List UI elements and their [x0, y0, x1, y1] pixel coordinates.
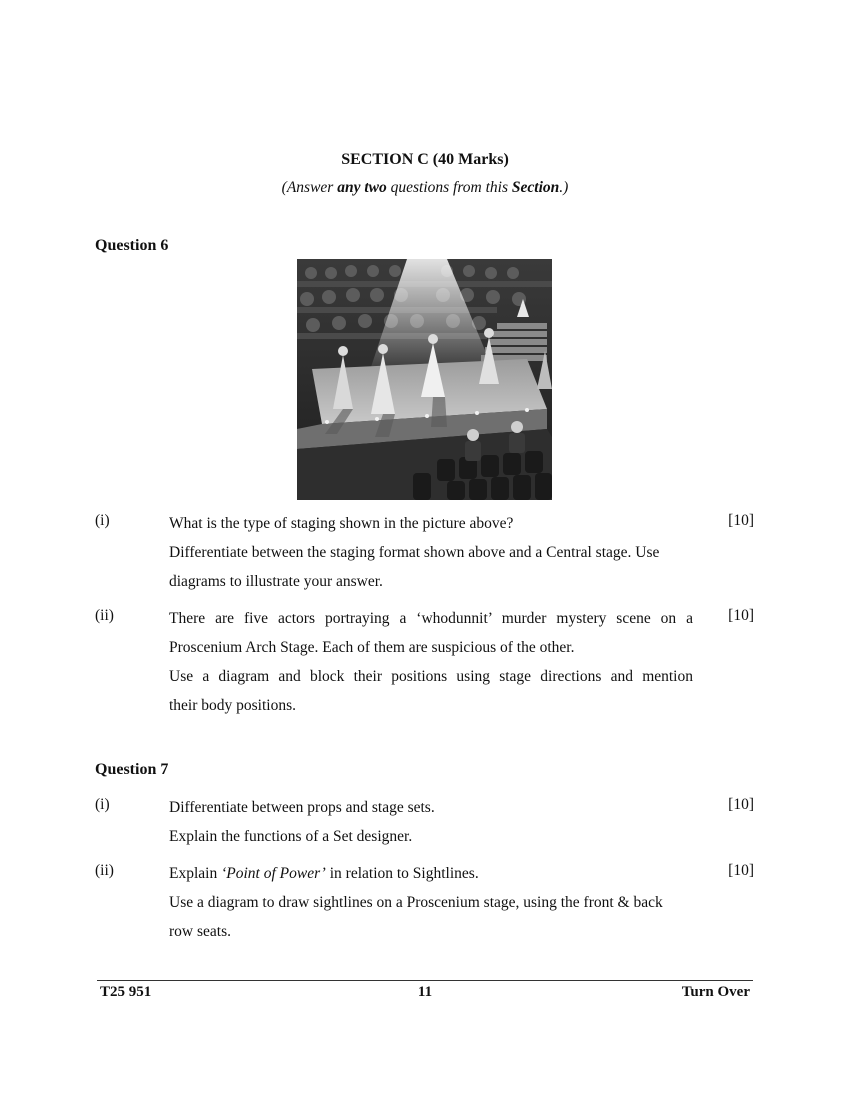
- q6-ii-marks: [10]: [728, 607, 754, 624]
- page-number: 11: [417, 984, 433, 1000]
- q6-i-number: (i): [95, 512, 110, 529]
- q6-ii-number: (ii): [95, 607, 114, 624]
- q7-ii-text: Explain ‘Point of Power’ in relation to Sightlines. Use a diagram to draw sightlines on a Proscenium stage, using the front & back row seats.: [169, 865, 663, 940]
- section-instruction: (Answer any two questions from this Section.): [281, 179, 569, 196]
- question-6-heading: Question 6: [95, 237, 169, 254]
- paper-code: T25 951: [100, 984, 152, 1000]
- turn-over-label: Turn Over: [681, 984, 750, 1000]
- q6-i-marks: [10]: [728, 512, 754, 529]
- q7-ii-number: (ii): [95, 862, 114, 879]
- q7-i-marks: [10]: [728, 796, 754, 813]
- q7-i-text: Differentiate between props and stage sets. Explain the functions of a Set designer.: [169, 799, 435, 845]
- section-title: SECTION C (40 Marks): [341, 151, 509, 168]
- q7-i-number: (i): [95, 796, 110, 813]
- q7-ii-marks: [10]: [728, 862, 754, 879]
- footer-rule: [97, 980, 753, 981]
- question-7-heading: Question 7: [95, 761, 169, 778]
- proscenium-stage-photo: [297, 259, 552, 500]
- q6-ii-text: There are five actors portraying a ‘whodunnit’ murder mystery scene on a Proscenium Arch Stage. Each of them are suspicious of the other. Use a diagram and block their positions using stage directions and mention their body positions.: [169, 610, 693, 714]
- q6-i-text: What is the type of staging shown in the picture above? Differentiate between the staging format shown above and a Central stage. Use diagrams to illustrate your answer.: [169, 515, 660, 590]
